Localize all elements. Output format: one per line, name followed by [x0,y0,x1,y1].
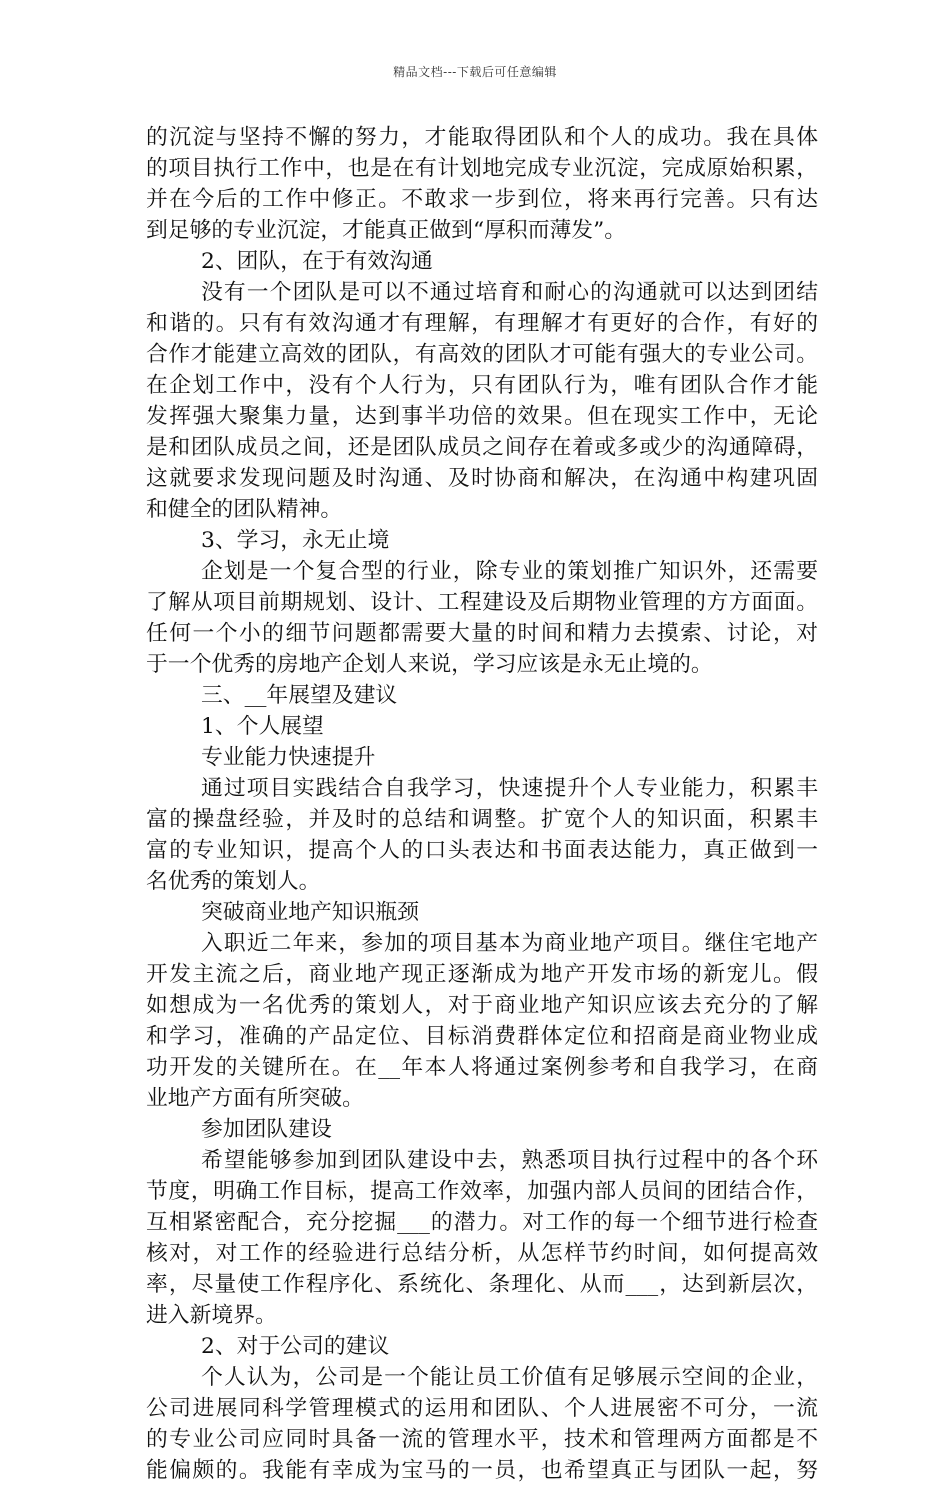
text-line: 开发主流之后，商业地产现正逐渐成为地产开发市场的新宠儿。假 [146,962,818,987]
text-line: 率，尽量使工作程序化、系统化、条理化、从而___，达到新层次， [146,1272,818,1297]
section-heading: 1、个人展望 [201,714,324,739]
text-line: 核对，对工作的经验进行总结分析，从怎样节约时间，如何提高效 [146,1241,818,1266]
section-heading: 2、对于公司的建议 [201,1334,390,1359]
text-line: 能偏颇的。我能有幸成为宝马的一员，也希望真正与团队一起，努 [146,1458,818,1483]
text-line: 互相紧密配合，充分挖掘___的潜力。对工作的每一个细节进行检查 [146,1210,818,1235]
subsection-heading: 突破商业地产知识瓶颈 [201,900,419,925]
text-line: 的专业公司应同时具备一流的管理水平，技术和管理两方面都是不 [146,1427,818,1452]
section-heading: 3、学习，永无止境 [201,528,390,553]
text-line: 名优秀的策划人。 [146,869,321,894]
text-line: 公司进展同科学管理模式的运用和团队、个人进展密不可分，一流 [146,1396,818,1421]
text-line: 和健全的团队精神。 [146,497,343,522]
text-line: 合作才能建立高效的团队，有高效的团队才可能有强大的专业公司。 [146,342,818,367]
text-line: 到足够的专业沉淀，才能真正做到“厚积而薄发”。 [146,218,627,243]
paragraph-first-line: 入职近二年来，参加的项目基本为商业地产项目。继住宅地产 [201,931,818,956]
paragraph-first-line: 个人认为，公司是一个能让员工价值有足够展示空间的企业， [201,1365,818,1390]
subsection-heading: 参加团队建设 [201,1117,332,1142]
text-line: 节度，明确工作目标，提高工作效率，加强内部人员间的团结合作， [146,1179,818,1204]
section-heading: 2、团队，在于有效沟通 [201,249,433,274]
page-header: 精品文档---下载后可任意编辑 [393,65,557,79]
text-line: 了解从项目前期规划、设计、工程建设及后期物业管理的方方面面。 [146,590,818,615]
subsection-heading: 专业能力快速提升 [201,745,376,770]
section-heading: 三、__年展望及建议 [201,683,398,708]
paragraph-first-line: 希望能够参加到团队建设中去，熟悉项目执行过程中的各个环 [201,1148,818,1173]
text-line: 于一个优秀的房地产企划人来说，学习应该是永无止境的。 [146,652,713,677]
text-line: 的沉淀与坚持不懈的努力，才能取得团队和个人的成功。我在具体 [146,125,818,150]
text-line: 是和团队成员之间，还是团队成员之间存在着或多或少的沟通障碍， [146,435,818,460]
text-line: 功开发的关键所在。在__年本人将通过案例参考和自我学习，在商 [146,1055,818,1080]
paragraph-first-line: 通过项目实践结合自我学习，快速提升个人专业能力，积累丰 [201,776,818,801]
text-line: 这就要求发现问题及时沟通、及时协商和解决，在沟通中构建巩固 [146,466,818,491]
text-line: 进入新境界。 [146,1303,277,1328]
text-line: 的项目执行工作中，也是在有计划地完成专业沉淀，完成原始积累， [146,156,818,181]
paragraph-first-line: 企划是一个复合型的行业，除专业的策划推广知识外，还需要 [201,559,818,584]
text-line: 和谐的。只有有效沟通才有理解，有理解才有更好的合作，有好的 [146,311,818,336]
paragraph-first-line: 没有一个团队是可以不通过培育和耐心的沟通就可以达到团结 [201,280,818,305]
text-line: 任何一个小的细节问题都需要大量的时间和精力去摸索、讨论，对 [146,621,818,646]
document-body [146,122,818,1486]
text-line: 在企划工作中，没有个人行为，只有团队行为，唯有团队合作才能 [146,373,818,398]
text-line: 富的操盘经验，并及时的总结和调整。扩宽个人的知识面，积累丰 [146,807,818,832]
text-line: 并在今后的工作中修正。不敢求一步到位，将来再行完善。只有达 [146,187,818,212]
text-line: 和学习，准确的产品定位、目标消费群体定位和招商是商业物业成 [146,1024,818,1049]
text-line: 如想成为一名优秀的策划人，对于商业地产知识应该去充分的了解 [146,993,818,1018]
text-line: 发挥强大聚集力量，达到事半功倍的效果。但在现实工作中，无论 [146,404,818,429]
text-line: 业地产方面有所突破。 [146,1086,364,1111]
text-line: 富的专业知识，提高个人的口头表达和书面表达能力，真正做到一 [146,838,818,863]
